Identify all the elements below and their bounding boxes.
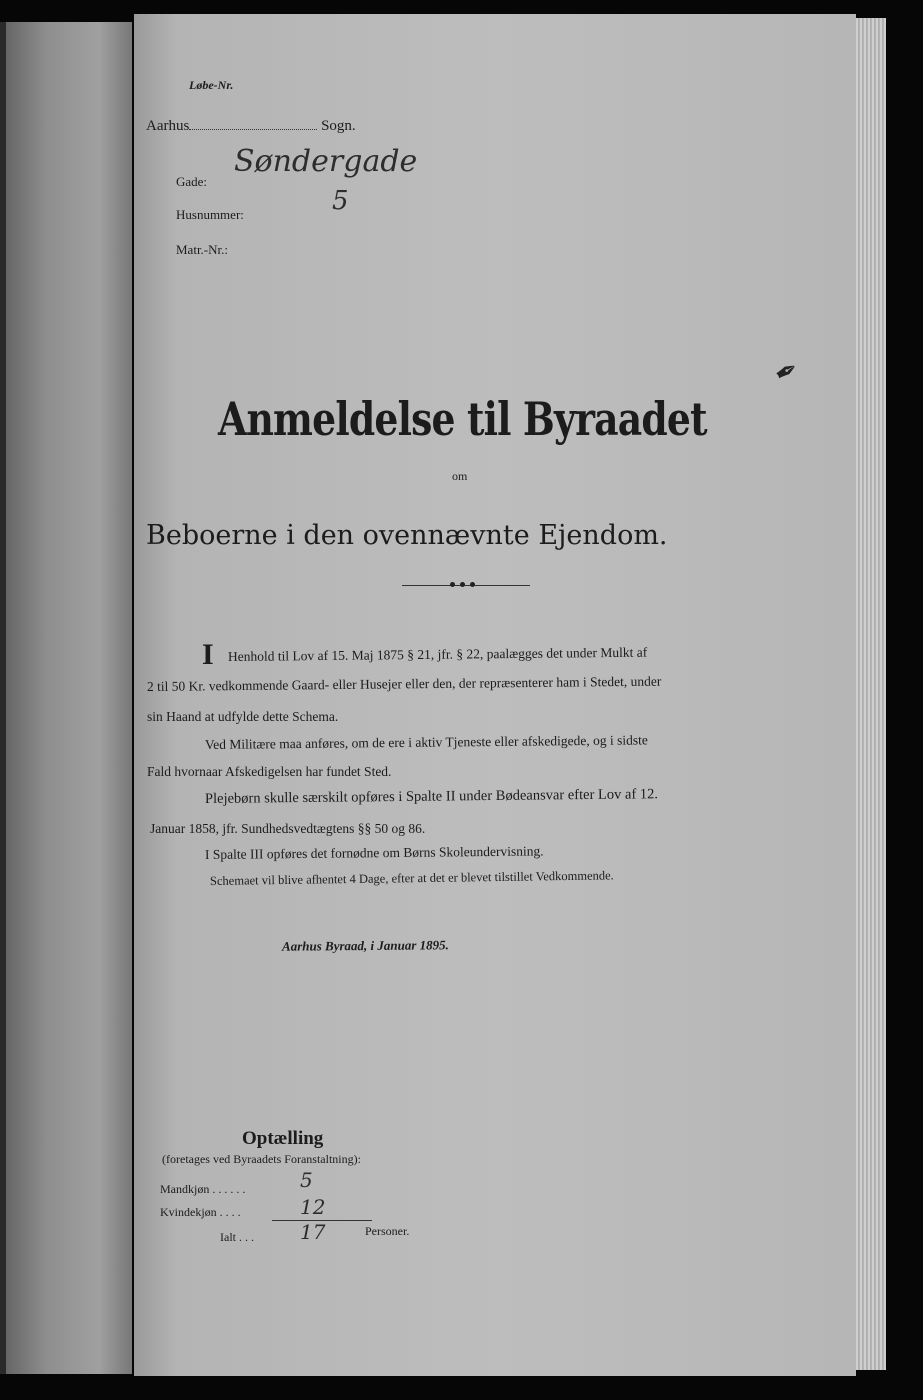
body-line: Henhold til Lov af 15. Maj 1875 § 21, jfr. § 22, paalægges det under Mulkt af	[227, 644, 648, 664]
om-label: om	[452, 469, 468, 483]
left-page	[0, 22, 132, 1374]
husnummer-label: Husnummer:	[176, 207, 244, 222]
body-line: Januar 1858, jfr. Sundhedsvedtægtens §§ 50 og 86.	[150, 821, 426, 836]
binding-shadow	[0, 22, 6, 1374]
body-line: Fald hvornaar Afskedigelsen har fundet Sted.	[147, 764, 392, 779]
matr-label: Matr.-Nr.:	[176, 242, 228, 257]
body-line: sin Haand at udfylde dette Schema.	[147, 709, 339, 724]
sogn-label: Sogn.	[321, 118, 356, 134]
count-subtitle: (foretages ved Byraadets Foranstaltning):	[162, 1152, 361, 1166]
ialt-value: 17	[300, 1220, 326, 1244]
gade-value: Søndergade	[234, 144, 418, 179]
body-line: Schemaet vil blive afhentet 4 Dage, efter at det er blevet tilstillet Vedkommende.	[209, 868, 614, 888]
body-line: I Spalte III opføres det fornødne om Børns Skoleundervisning.	[204, 843, 544, 862]
personer-label: Personer.	[365, 1224, 410, 1238]
lobe-nr-label: Løbe-Nr.	[189, 78, 234, 92]
sogn-dotted-line	[189, 129, 317, 130]
mandkjon-row: Mandkjøn . . . . . .	[160, 1182, 246, 1196]
mandkjon-value: 5	[300, 1168, 313, 1192]
gade-label: Gade:	[176, 174, 208, 189]
signature-line: Aarhus Byraad, i Januar 1895.	[281, 937, 449, 954]
husnummer-value: 5	[332, 186, 349, 216]
kvindekjon-row: Kvindekjøn . . . .	[160, 1205, 241, 1219]
kvindekjon-label: Kvindekjøn	[160, 1205, 217, 1219]
body-line: 2 til 50 Kr. vedkommende Gaard- eller Husejer eller den, der repræsenterer ham i Stedet, under	[146, 673, 662, 694]
page-edges	[852, 18, 886, 1370]
ornament-dot	[450, 582, 455, 587]
page-subtitle: Beboerne i den ovennævnte Ejendom.	[146, 520, 668, 551]
kvindekjon-value: 12	[300, 1195, 326, 1219]
page-title: Anmeldelse til Byraadet	[218, 392, 707, 446]
ornament-dot	[470, 582, 475, 587]
ialt-row: Ialt . . .	[220, 1230, 254, 1244]
ornament-dot	[460, 582, 465, 587]
city-label: Aarhus	[146, 118, 190, 134]
ialt-label: Ialt	[220, 1230, 236, 1244]
ornament-divider	[402, 585, 530, 586]
initial-letter: I	[202, 638, 214, 671]
city-line	[146, 118, 356, 135]
body-line: Plejebørn skulle særskilt opføres i Spalte II under Bødeansvar efter Lov af 12.	[204, 786, 659, 807]
form-page	[134, 14, 856, 1376]
mandkjon-label: Mandkjøn	[160, 1182, 210, 1196]
ink-blot-icon: ✒	[769, 353, 805, 392]
count-title: Optælling	[242, 1128, 324, 1149]
body-line: Ved Militære maa anføres, om de ere i aktiv Tjeneste eller afskedigede, og i sidste	[204, 732, 648, 752]
